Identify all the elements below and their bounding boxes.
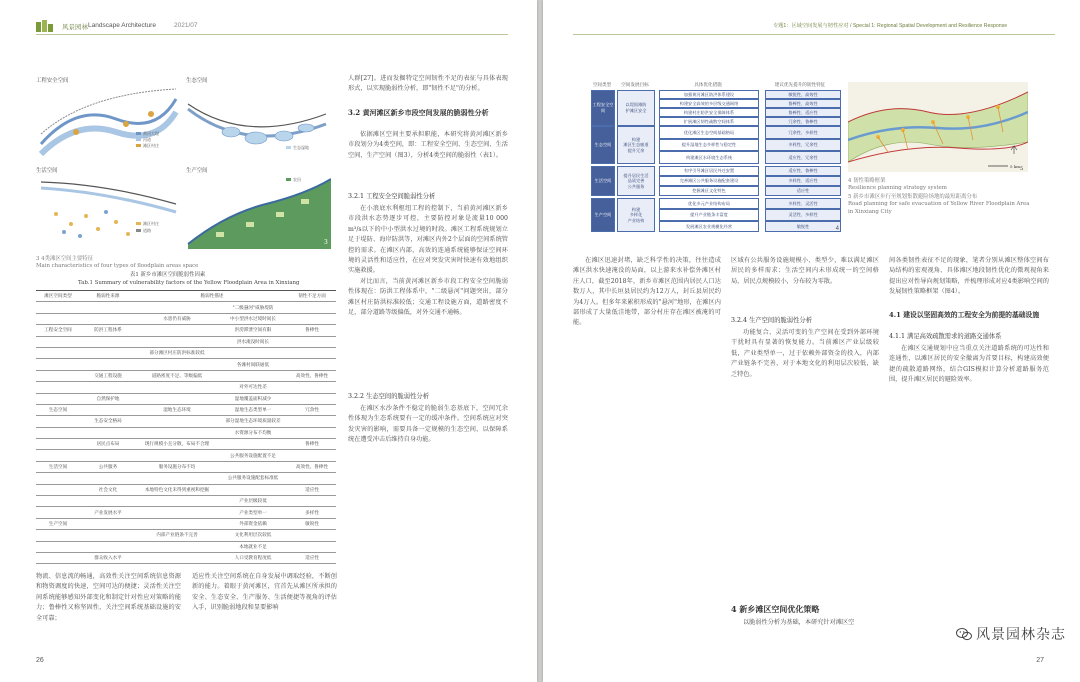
figure-5-caption-en: Road planning for safe evacuation of Yellow River Floodplain Area in Xinxiang City (848, 201, 1030, 215)
table-cell (288, 347, 336, 358)
section-4-1-1-heading: 4.1.1 满足高效疏散需求的道路交通体系 (889, 333, 1002, 340)
table-cell: 中小型洪水过境时间长 (218, 313, 288, 324)
figure-5-number: 5 (1020, 166, 1024, 172)
section-3-2-4-heading: 3.2.4 生产空间的脆弱性分析 (731, 317, 812, 324)
table-cell: 适应性 (288, 484, 336, 495)
table-cell (36, 541, 80, 552)
table-cell (136, 507, 218, 518)
table-row (36, 404, 336, 415)
flow-trait: 灵活性、多样性 (765, 209, 841, 220)
table-cell (80, 359, 136, 370)
table-row (36, 325, 336, 336)
wechat-icon (956, 627, 972, 641)
right-col2-text-top: 区域有公共服务设施规模小、类型少，难以满足滩区居民的多样需求；生活空间内未形成统一的空间格局，居民点规模较小，分布较为零散。 (731, 257, 879, 285)
table-cell: 水患仍有威胁 (136, 313, 218, 324)
table-cell (80, 450, 136, 461)
table-cell (36, 416, 80, 427)
table-cell (36, 496, 80, 507)
table-cell: 文化利用层次较低 (218, 530, 288, 541)
table-cell: 生产空间 (36, 518, 80, 529)
table-cell: 适应性 (288, 552, 336, 563)
flow-measure: 构建村庄防洪安全保障体系 (659, 108, 759, 117)
flow-trait: 鲁棒性、高效性 (765, 99, 841, 108)
table-cell (136, 541, 218, 552)
section-3-2-1-body: 在小浪底水利枢纽工程的控制下，当前黄河滩区新乡市段洪水态势逐步可控，主要防控对象是流量10 000 m³/s以下的中小型洪水过境的时段。滩区工程系统规划立足于堤防、海岸防洪等，对滩区内外2个层面的空间系统管控的需求。在滩区内部，高效的连通系统能够保证空间环境的灵活性和适应性，在应对突发灾害时快速有效地组织实施救援。 对比而言，当前黄河滩区新乡市段工程安全空间脆弱性体现在：防洪工程体系中，"二级悬河"问题突出，部分滩区村庄防洪标准较低；交通工程设施方面，道路密度不足，部分道路等级偏低，对外交通不通畅。 (348, 205, 508, 317)
table-cell: 对外可达性差 (218, 382, 288, 393)
flow-trait: 敏锐性 (765, 221, 841, 232)
table-cell: 湿地生态类型单一 (218, 404, 288, 415)
header-rule-right (573, 34, 1055, 35)
flow-measure: 优化多元产业结构布局 (659, 198, 759, 209)
table-cell (136, 302, 218, 313)
flow-space-type: 生活空间 (591, 166, 615, 196)
legend-village-2: 滩区村庄 (143, 221, 159, 226)
journal-name: 风景园林 (62, 24, 88, 31)
table-row (36, 439, 336, 450)
table-cell (80, 427, 136, 438)
table-cell (288, 530, 336, 541)
table-cell (36, 450, 80, 461)
flow-trait: 多样性、冗余性 (765, 139, 841, 152)
table-cell (36, 393, 80, 404)
left-bottom-col2-text: 适应性关注空间系统在自身发展中调取经验，不断创新的能力。着眼于黄河滩区，宜首先从滩区所承担的安全、生态安全、生产服务、生活便捷等视角的评估入手，识别脆弱地段和显要影响 (192, 573, 337, 612)
section-3-2-2-body: 在滩区水沙条件不稳定的脆弱生态基底下，空间冗余性体现为生态系统要有一定的缓冲条件。空间系统应对突发灾害的影响，需要具备一定规模的生态空间，以保障系统在遭受冲击后维持自身功能。 (348, 405, 508, 444)
table-cell (36, 427, 80, 438)
table-cell: 湿地覆盖面积减少 (218, 393, 288, 404)
table-cell: 生态空间 (36, 404, 80, 415)
watermark-text: 风景园林杂志 (976, 627, 1066, 643)
flow-trait: 适应性、冗余性 (765, 151, 841, 164)
table-cell (36, 530, 80, 541)
table-row (36, 541, 336, 552)
table-row (36, 484, 336, 495)
table-cell: 多样性 (288, 507, 336, 518)
table-cell (288, 313, 336, 324)
section-3-2-1-heading: 3.2.1 工程安全空间脆弱性分析 (348, 193, 436, 200)
table-cell (36, 313, 80, 324)
table-row (36, 370, 336, 381)
panel-title-production: 生产空间 (186, 168, 208, 174)
flow-trait: 冗余性、多样性 (765, 126, 841, 139)
table-row (36, 359, 336, 370)
table-cell (80, 496, 136, 507)
table-cell (218, 439, 288, 450)
flow-measure: 发展滩区农业规模化经营 (659, 221, 759, 232)
table-cell: 本地特色文化未得到重视和挖掘 (136, 484, 218, 495)
table-cell (80, 404, 136, 415)
table-cell: 部分滩区村庄防洪标准较低 (136, 347, 218, 358)
table-cell (36, 552, 80, 563)
table-cell (288, 336, 336, 347)
figure-3-caption-en: Main characteristics of four types of floodplain areas space (36, 263, 199, 269)
left-page (0, 0, 537, 682)
table-row (36, 416, 336, 427)
table-cell (136, 325, 218, 336)
wechat-watermark (956, 624, 1066, 644)
table-cell: 公共服务设施配套标准低 (218, 473, 288, 484)
panel-title-living: 生活空间 (36, 168, 58, 174)
table-cell (136, 393, 218, 404)
table-header-description: 脆弱性描述 (136, 291, 288, 302)
flow-goal: 提升居民生活 品质完善 公共服务 (617, 166, 655, 196)
table-cell (36, 370, 80, 381)
table-cell (80, 313, 136, 324)
figure-4-caption-cn: 4 韧性策略框架 (848, 178, 886, 184)
table-cell (288, 416, 336, 427)
table-cell: 水资源分布不均衡 (218, 427, 288, 438)
table-row (36, 427, 336, 438)
panel-engineering-illustration (36, 84, 181, 162)
table-row (36, 302, 336, 313)
table-cell (218, 370, 288, 381)
right-col3-text-top: 间各类韧性表征不足的现象，笔者分别从滩区整体空间布局结构的宏观视角、具体滩区地段韧性优化的微观视角来提出应对性导向规划策略，并梳理形成对应4类影响空间的发展韧性策略框架（图4）。 (889, 257, 1049, 296)
table-cell (136, 416, 218, 427)
legend-dike: 黄河大堤 (143, 131, 159, 136)
section-4-body: 以脆弱性分析为基础，本研究针对滩区空 (743, 619, 855, 626)
table-header-resilience: 韧性不足方面 (288, 291, 336, 302)
flow-goal: 以堤固滩防 护滩区安全 (617, 90, 655, 126)
table-cell (288, 541, 336, 552)
right-page (543, 0, 1080, 682)
table-cell: 现行规模小且分散，布局不合理 (136, 439, 218, 450)
section-4-1-heading: 4.1 建设以坚固高效的工程安全为前提的基础设施 (889, 311, 1040, 319)
flow-measure: 提升产业链条丰富度 (659, 209, 759, 220)
flow-trait: 适应性 (765, 186, 841, 196)
journal-name-en: Landscape Architecture (88, 22, 156, 29)
table-cell: 各滩村间联通低 (218, 359, 288, 370)
panel-title-engineering: 工程安全空间 (36, 78, 69, 84)
table-1-title-en: Tab.1 Summary of vulnerability factors of the Yellow Floodplain Area in Xinxiang (78, 280, 300, 286)
table-cell: 工程安全空间 (36, 325, 80, 336)
right-running-header: 专题1：区域空间发展与韧性应对 / Special 1: Regional Spatial Development and Resilience Response (773, 23, 1008, 29)
table-cell (288, 496, 336, 507)
table-cell (136, 336, 218, 347)
header-rule (36, 34, 508, 35)
table-cell: 湿地生态环境 (136, 404, 218, 415)
table-cell (80, 336, 136, 347)
table-cell (288, 393, 336, 404)
table-cell: 自然保护地 (80, 393, 136, 404)
table-cell: 公共服务 (80, 461, 136, 472)
table-cell (136, 473, 218, 484)
table-cell (36, 473, 80, 484)
section-3-2-heading: 3.2 黄河滩区新乡市段空间发展的脆弱性分析 (348, 108, 489, 117)
figure-4-caption-en: Resilience planning strategy system (848, 185, 947, 191)
page-number-right: 27 (1036, 657, 1044, 664)
figure-5-map (848, 82, 1028, 172)
figure-3-caption-cn: 3 4类滩区空间主要特征 (36, 256, 94, 262)
flow-space-type: 工程安全空间 (591, 90, 615, 126)
right-col1-text: 在滩区迅速封堵，缺乏科学性的决策，往往造成滩区洪水快速淹没的局面，以上游来水补偿外滩区村庄人口，截至2018年，新乡市滩区范围内居民人口达数万人，其中长垣县居民约为12万人，封丘县居民约为4万人。但多年来累积形成的"悬河"地形，在滩区内部形成了大量低洼地带，部分村庄存在滩区被淹的可能。 (573, 257, 721, 327)
table-cell (288, 427, 336, 438)
table-cell (36, 507, 80, 518)
flow-measure: 优化滩区生态空间基础格局 (659, 126, 759, 139)
table-row (36, 507, 336, 518)
table-cell (36, 359, 80, 370)
journal-logo-icon (36, 20, 58, 32)
table-cell: 产业层级较低 (218, 496, 288, 507)
section-3-2-4-body: 功能复合、灵活可变的生产空间在受到外部环境干扰时具有显著的恢复能力。当前滩区产业层级较低，产业类型单一，过于依赖外部资金的投入，内部产业链条不完善，对于本地文化的利用层次较低，缺乏特色。 (731, 329, 879, 378)
left-col2-top-text: 人群[27]。进而发掘特定空间韧性不足的表征与具体表现形式，以实现脆弱性分析，即"韧性不足"的分析。 (348, 75, 508, 93)
table-cell: 高效性、鲁棒性 (288, 370, 336, 381)
flow-goal: 构建 滩区生态廊道 提升冗余 (617, 126, 655, 164)
table-cell: 本地就业不足 (218, 541, 288, 552)
table-cell: "二级悬河"威胁堤防 (218, 302, 288, 313)
table-cell (36, 302, 80, 313)
flow-measure: 构建安全高效的多层级交通网络 (659, 99, 759, 108)
table-cell (288, 359, 336, 370)
table-cell: 公共服务设施配置不足 (218, 450, 288, 461)
table-cell: 社会文化 (80, 484, 136, 495)
table-cell: 内部产业链条不完善 (136, 530, 218, 541)
table-cell (136, 552, 218, 563)
table-cell (36, 336, 80, 347)
table-cell (80, 473, 136, 484)
flow-header-measures: 具体优化措施 (694, 82, 722, 87)
table-cell: 道路密度不足、等级偏低 (136, 370, 218, 381)
table-cell: 人口受教育程度低 (218, 552, 288, 563)
flow-space-type: 生产空间 (591, 198, 615, 232)
legend-wetland: 生态湿地 (293, 145, 309, 150)
table-cell (36, 382, 80, 393)
flow-measure: 有序引导滩区居民外迁安置 (659, 166, 759, 176)
table-cell (80, 518, 136, 529)
panel-living-illustration (36, 174, 181, 249)
legend-village: 滩区村庄 (143, 143, 159, 148)
panel-production-illustration (186, 174, 331, 249)
table-cell: 服务设施分布不均 (136, 461, 218, 472)
table-cell (136, 518, 218, 529)
table-cell: 产业发展水平 (80, 507, 136, 518)
table-cell: 洪水淹没时间长 (218, 336, 288, 347)
table-cell (136, 427, 218, 438)
flow-header-type: 空间类型 (592, 82, 612, 87)
table-cell (36, 439, 80, 450)
left-bottom-col1-text: 物流、信息流的畅通，高效性关注空间系统信息资源和物资调度的快速，空间可达的便捷；灵活性关注空间系统能够感知外部变化和制定针对性应对策略的能力；鲁棒性又称坚固性，关注空间系统基础设施的安全可靠； (36, 573, 181, 622)
table-cell (288, 382, 336, 393)
table-row (36, 461, 336, 472)
table-cell (218, 347, 288, 358)
journal-issue: 2021/07 (174, 22, 198, 29)
table-header-source: 脆弱性来源 (80, 291, 136, 302)
section-4-heading: 4 新乡滩区空间优化策略 (731, 604, 820, 614)
panel-title-ecology: 生态空间 (186, 78, 208, 84)
table-row (36, 552, 336, 563)
flow-trait: 多样性、灵活性 (765, 198, 841, 209)
table-cell (218, 461, 288, 472)
figure-4-strategy-framework (591, 82, 841, 232)
table-row (36, 450, 336, 461)
table-cell (36, 347, 80, 358)
flow-trait: 多样性、适应性 (765, 176, 841, 186)
table-row (36, 382, 336, 393)
table-cell (288, 450, 336, 461)
table-cell (288, 302, 336, 313)
table-cell: 高效性、鲁棒性 (288, 461, 336, 472)
table-cell (80, 347, 136, 358)
table-cell: 居民点布局 (80, 439, 136, 450)
table-header-space-type: 滩区空间类型 (36, 291, 80, 302)
legend-river: 河道 (143, 137, 151, 142)
table-cell (80, 302, 136, 313)
flow-trait: 鲁棒性、适应性 (765, 108, 841, 117)
table-cell: 敏锐性 (288, 518, 336, 529)
flow-measure: 提升湿地生态多样性与稳定性 (659, 139, 759, 152)
table-cell: 洪涝滞泄空间有限 (218, 325, 288, 336)
flow-header-traits: 建议优先提升的韧性特征 (774, 82, 826, 87)
legend-road: 道路 (143, 228, 151, 233)
table-row (36, 336, 336, 347)
flow-space-type: 生态空间 (591, 126, 615, 164)
section-4-1-1-body: 在滩区交通规划中应当重点关注道路系统的可达性和连通性，以滩区居民的安全撤离为首要目标，构建高效便捷的疏散道路网络，结合GIS模拟计算分析道路服务范围，提升滩区居民的避险效率。 (889, 345, 1049, 384)
table-cell (218, 484, 288, 495)
flow-trait: 冗余性、鲁棒性 (765, 117, 841, 126)
table-cell: 鲁棒性 (288, 325, 336, 336)
table-row (36, 530, 336, 541)
table-cell: 生活空间 (36, 461, 80, 472)
table-cell: 群众收入水平 (80, 552, 136, 563)
figure-3 (36, 74, 336, 254)
flow-trait: 适应性、鲁棒性 (765, 166, 841, 176)
legend-farmland: 农田 (293, 177, 301, 182)
table-cell (136, 359, 218, 370)
figure-3-number: 3 (324, 239, 328, 246)
table-cell (136, 496, 218, 507)
table-cell (80, 382, 136, 393)
table-cell: 鲁棒性 (288, 439, 336, 450)
map-scale-label: 5 km (1010, 164, 1021, 169)
table-cell (136, 450, 218, 461)
table-row (36, 496, 336, 507)
table-cell (288, 473, 336, 484)
table-cell: 部分湿地生态环境质量较差 (218, 416, 288, 427)
flow-goal: 构建 多样化 产业结构 (617, 198, 655, 232)
flow-measure: 加强黄河滩区防洪体系建设 (659, 90, 759, 99)
table-cell: 生态安全格局 (80, 416, 136, 427)
vulnerability-table (36, 290, 336, 564)
section-3-2-2-heading: 3.2.2 生态空间的脆弱性分析 (348, 393, 429, 400)
table-row (36, 518, 336, 529)
page-number-left: 26 (36, 657, 44, 664)
flow-header-goal: 空间发展目标 (621, 82, 649, 87)
table-cell: 外部资金依赖 (218, 518, 288, 529)
flow-measure: 完善滩区公共服务设施配套建设 (659, 176, 759, 186)
table-cell (80, 530, 136, 541)
flow-measure: 挖掘滩区文化特色 (659, 186, 759, 196)
flow-measure: 扩展滩区韧性疏散空间体系 (659, 117, 759, 126)
table-row (36, 347, 336, 358)
flow-measure: 构建滩区水环境生态系统 (659, 151, 759, 164)
panel-ecology-illustration (186, 84, 331, 162)
figure-5-caption-cn: 5 新乡市滩区步行至规划集散避险场地的最短距离分布 (848, 194, 978, 200)
table-cell (136, 382, 218, 393)
table-cell: 冗余性 (288, 404, 336, 415)
figure-4-number: 4 (835, 226, 839, 232)
table-cell: 交通工程设施 (80, 370, 136, 381)
table-row (36, 313, 336, 324)
table-row (36, 393, 336, 404)
table-cell: 防洪工程体系 (80, 325, 136, 336)
table-cell (80, 541, 136, 552)
table-cell: 产业类型单一 (218, 507, 288, 518)
flow-trait: 敏锐性、高效性 (765, 90, 841, 99)
table-row (36, 473, 336, 484)
table-cell (36, 484, 80, 495)
section-3-2-body: 依据滩区空间主要承担职能，本研究将黄河滩区新乡市段划分为4类空间，即：工程安全空间、生态空间、生活空间、生产空间（图3），分析4类空间的脆弱性（表1）。 (348, 131, 508, 159)
table-1-title-cn: 表1 新乡市滩区空间脆弱性因素 (130, 272, 206, 278)
